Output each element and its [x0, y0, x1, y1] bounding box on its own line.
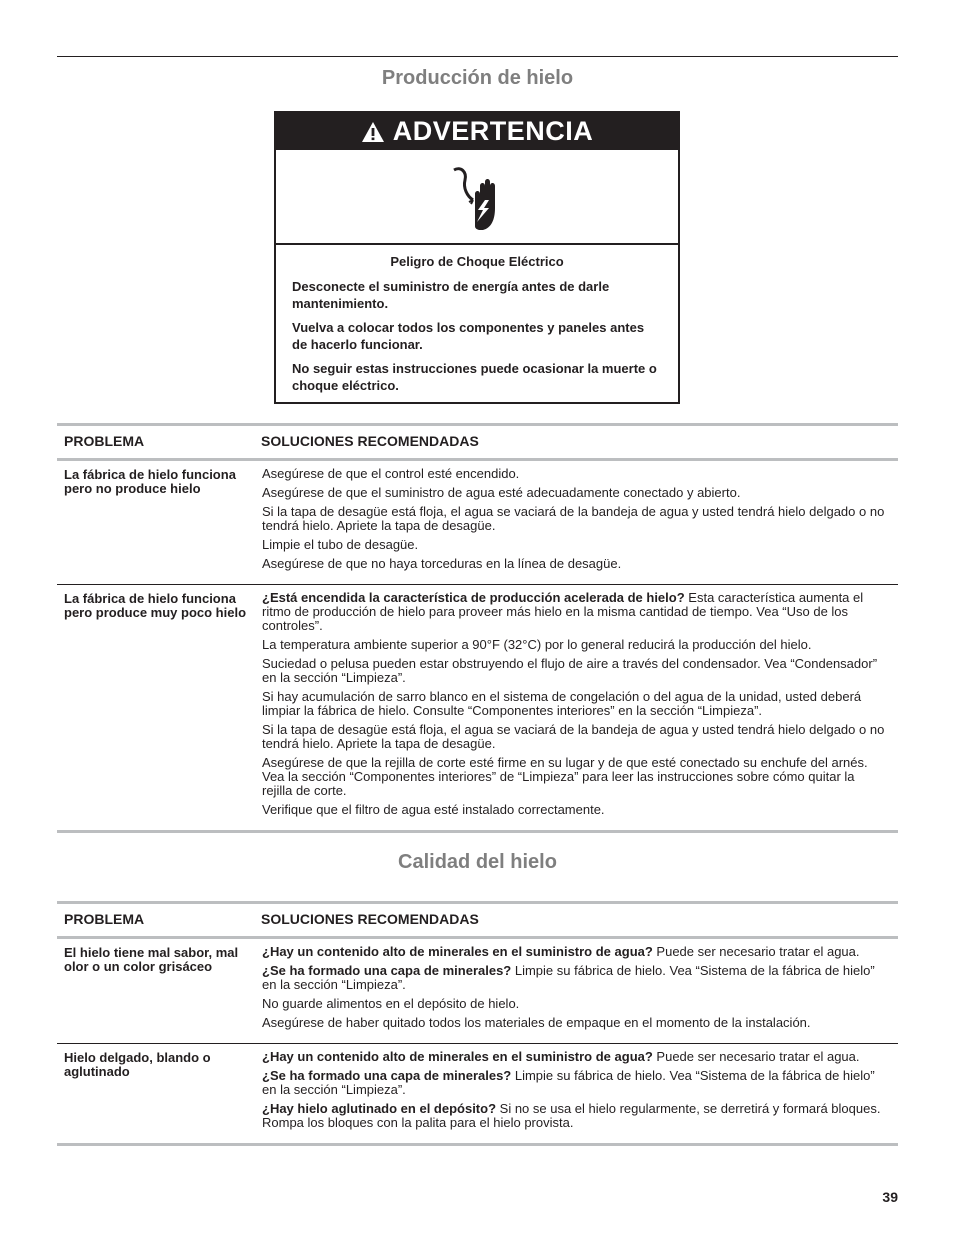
warning-text	[276, 245, 678, 394]
solution-item: Asegúrese de que no haya torceduras en la línea de desagüe.	[262, 556, 622, 571]
solution-item: Limpie el tubo de desagüe.	[262, 537, 419, 552]
warning-line: No seguir estas instrucciones puede ocasionar la muerte o choque eléctrico.	[292, 361, 657, 393]
solutions-cell	[261, 1044, 898, 1145]
warning-line: Desconecte el suministro de energía antes de darle mantenimiento.	[292, 279, 610, 311]
table-row	[57, 1044, 898, 1145]
solution-item: Si hay acumulación de sarro blanco en el sistema de congelación o del agua de la unidad, usted deberá limpiar la fábrica de hielo. Consulte “Componentes interiores” en la sección “Limpieza”.	[262, 689, 862, 718]
solution-item: ¿Se ha formado una capa de minerales? Limpie su fábrica de hielo. Vea “Sistema de la fábrica de hielo” en la sección “Limpieza”.	[262, 1068, 875, 1097]
solution-item: ¿Hay un contenido alto de minerales en el suministro de agua? Puede ser necesario tratar el agua.	[262, 1049, 860, 1064]
solution-item: No guarde alimentos en el depósito de hielo.	[262, 996, 520, 1011]
warning-box	[274, 111, 680, 404]
table-row	[57, 460, 898, 585]
warning-title: ADVERTENCIA	[392, 116, 594, 146]
col-header-solutions: SOLUCIONES RECOMENDADAS	[261, 903, 898, 938]
solution-item: Si la tapa de desagüe está floja, el agua se vaciará de la bandeja de agua y usted tendrá hielo delgado o no tendrá hielo. Apriete la tapa de desagüe.	[262, 504, 885, 533]
warning-triangle-icon	[361, 121, 385, 143]
solution-item: Si la tapa de desagüe está floja, el agua se vaciará de la bandeja de agua y usted tendrá hielo delgado o no tendrá hielo. Apriete la tapa de desagüe.	[262, 722, 885, 751]
problem-cell: La fábrica de hielo funciona pero no produce hielo	[64, 467, 236, 496]
solutions-cell	[261, 460, 898, 585]
solution-item: ¿Se ha formado una capa de minerales? Limpie su fábrica de hielo. Vea “Sistema de la fábrica de hielo” en la sección “Limpieza”.	[262, 963, 875, 992]
col-header-problem: PROBLEMA	[57, 903, 261, 938]
solution-item: ¿Hay un contenido alto de minerales en el suministro de agua? Puede ser necesario tratar el agua.	[262, 944, 860, 959]
section-title-ice-quality: Calidad del hielo	[398, 851, 557, 873]
solutions-cell	[261, 585, 898, 832]
solution-item: Asegúrese de que la rejilla de corte esté firme en su lugar y de que esté conectado su enchufe del arnés. Vea la sección “Componentes interiores” de “Limpieza” para leer las instrucciones sobre cómo quitar la rejilla de corte.	[262, 755, 868, 798]
table-header-row	[57, 903, 898, 938]
solutions-cell	[261, 938, 898, 1044]
problem-cell: La fábrica de hielo funciona pero produce muy poco hielo	[64, 591, 247, 620]
warning-header	[276, 113, 678, 150]
solution-item: La temperatura ambiente superior a 90°F (32°C) por lo general reducirá la producción del hielo.	[262, 637, 812, 652]
solution-item: Asegúrese de que el suministro de agua esté adecuadamente conectado y abierto.	[262, 485, 741, 500]
top-rule	[57, 56, 898, 57]
problem-cell: Hielo delgado, blando o aglutinado	[64, 1050, 211, 1079]
solution-item: Suciedad o pelusa pueden estar obstruyendo el flujo de aire a través del condensador. Vea “Condensador” en la sección “Limpieza”.	[262, 656, 878, 685]
solution-item: Verifique que el filtro de agua esté instalado correctamente.	[262, 802, 605, 817]
page-number: 39	[882, 1189, 898, 1205]
warning-icon-area	[276, 150, 678, 245]
solution-item: Asegúrese de que el control esté encendido.	[262, 466, 520, 481]
table-row	[57, 585, 898, 832]
col-header-problem: PROBLEMA	[57, 425, 261, 460]
hazard-label: Peligro de Choque Eléctrico	[390, 254, 564, 269]
ice-production-table	[57, 423, 898, 833]
ice-quality-table	[57, 901, 898, 1146]
solution-item: ¿Hay hielo aglutinado en el depósito? Si no se usa el hielo regularmente, se derretirá y formará bloques. Rompa los bloques con la palita para el hielo provista.	[262, 1101, 881, 1130]
table-row	[57, 938, 898, 1044]
solution-item: Asegúrese de haber quitado todos los materiales de empaque en el momento de la instalación.	[262, 1015, 811, 1030]
electric-shock-hand-icon	[451, 164, 506, 234]
table-header-row	[57, 425, 898, 460]
section-title-ice-production: Producción de hielo	[381, 67, 574, 89]
solution-item: ¿Está encendida la característica de producción acelerada de hielo? Esta característica aumenta el ritmo de producción de hielo para proveer más hielo en la misma cantidad de tiempo. Vea “Uso de los controles”.	[262, 590, 864, 633]
problem-cell: El hielo tiene mal sabor, mal olor o un color grisáceo	[64, 945, 239, 974]
col-header-solutions: SOLUCIONES RECOMENDADAS	[261, 425, 898, 460]
warning-line: Vuelva a colocar todos los componentes y paneles antes de hacerlo funcionar.	[292, 320, 645, 352]
